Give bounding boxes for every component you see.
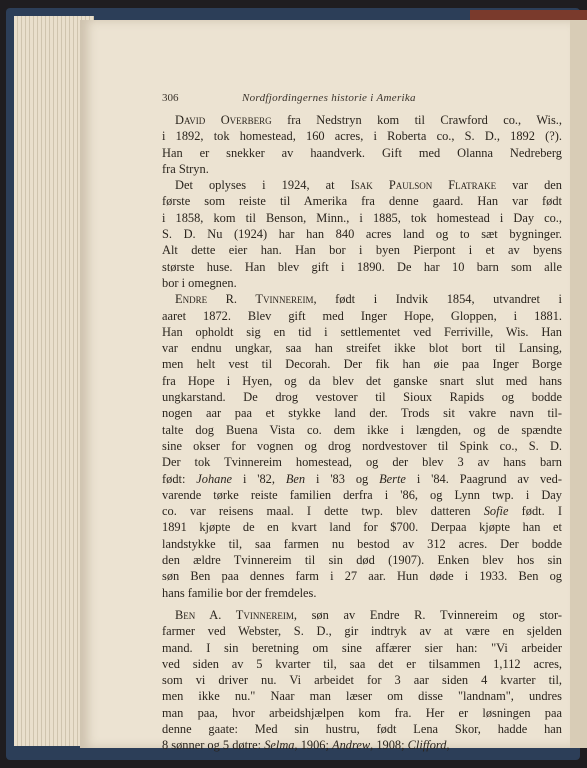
text-run: Alt dette eier han. Han bor i byen Pierpont i et av byens — [162, 243, 562, 258]
paragraph — [162, 291, 562, 601]
italic-name: Berte — [379, 471, 406, 486]
text-run: man paa, hvor arbeidshjælpen kom fra. Her er løsningen paa — [162, 705, 562, 720]
text-run: var den — [496, 178, 562, 193]
body-text — [162, 112, 562, 754]
text-line — [162, 552, 562, 568]
text-line — [162, 519, 562, 535]
text-run: fra Hope i Hyen, og da blev det ganske snart slut med hans — [162, 373, 562, 388]
text-line — [162, 389, 562, 405]
text-line — [162, 324, 562, 340]
text-line — [162, 536, 562, 552]
text-line — [162, 242, 562, 258]
text-run: søn av Endre R. Tvinnereim og stor- — [296, 607, 562, 622]
text-line — [162, 454, 562, 470]
name-smallcaps: Endre R. Tvinnereim, — [175, 292, 317, 307]
text-run: født: — [162, 471, 197, 486]
text-run: Han opholdt sig en tid i settlementet ved Ferriville, Wis. Han — [162, 324, 562, 339]
italic-name: Ben — [285, 471, 306, 486]
text-run: hans familie bor der fremdeles. — [162, 585, 317, 600]
text-run: denne gaate: Med sin hustru, født Lena Skor, hadde han — [162, 721, 562, 736]
text-line — [162, 721, 562, 737]
text-run: co. var reisens maal. I dette twp. blev datteren — [162, 504, 484, 519]
text-run: talte dog Buena Vista co. dem ikke i længden, og de spændte — [162, 422, 562, 437]
text-run: søn Ben paa dennes farm i 27 aar. Hun døde i 1933. Ben og — [162, 569, 562, 584]
text-line — [162, 688, 562, 704]
name-smallcaps: Isak Paulson Flatrake — [350, 178, 497, 193]
text-run: født i Indvik 1854, utvandret i — [316, 292, 563, 307]
text-run: farmer ved Webster, S. D., gir indtryk av at være en sjelden — [162, 624, 562, 639]
text-run: 1891 kjøpte de en kvart land for $700. Derpaa kjøpte han et — [162, 520, 562, 535]
text-line — [162, 275, 562, 291]
running-title: Nordfjordingernes historie i Amerika — [242, 92, 416, 104]
text-line — [162, 259, 562, 275]
paragraph — [162, 177, 562, 291]
italic-name: Johane — [196, 471, 233, 486]
italic-name: Selma — [264, 738, 295, 753]
text-run: i '84. Paagrund av ved- — [405, 471, 562, 486]
text-run: landstykke til, saa farmen nu bestod av 312 acres. Der bodde — [162, 536, 562, 551]
text-line — [162, 210, 562, 226]
italic-name: Andrew — [332, 738, 371, 753]
text-line — [162, 656, 562, 672]
paragraph — [162, 112, 562, 177]
text-line — [162, 340, 562, 356]
text-line — [162, 308, 562, 324]
text-line — [162, 112, 562, 128]
text-run: fra Stryn. — [162, 161, 209, 176]
text-line — [162, 503, 562, 519]
text-line — [162, 161, 562, 177]
text-line — [162, 487, 562, 503]
name-smallcaps: Ben A. Tvinnereim, — [175, 607, 297, 622]
text-line — [162, 422, 562, 438]
text-line — [162, 568, 562, 584]
text-line — [162, 705, 562, 721]
page-number: 306 — [162, 92, 179, 104]
text-run: Han er snekker av haandverk. Gift med Olanna Nedreberg — [162, 145, 562, 160]
text-line — [162, 405, 562, 421]
text-run: i '83 og — [305, 471, 380, 486]
text-run: nogen aar paa et stykke land der. Trods sit vakre navn til- — [162, 406, 562, 421]
text-run: Der tok Tvinnereim homestead, og der blev 3 av hans barn — [162, 455, 562, 470]
text-run: var endnu ungkar, saa han streifet ikke blot bort til Lansing, — [162, 341, 562, 356]
text-run: men ikke nu." Naar man læser om disse "landnam", undres — [162, 689, 562, 704]
text-line — [162, 193, 562, 209]
text-line — [162, 471, 562, 487]
text-run: som vi driver nu. Vi arbeidet for 3 aar siden 4 kvarter til, — [162, 673, 562, 688]
text-line — [162, 128, 562, 144]
text-line — [162, 607, 562, 623]
text-run: , 1906; — [294, 738, 333, 753]
text-run: største huse. Han blev gift i 1890. De har 10 barn som alle — [162, 259, 562, 274]
text-run: S. D. Nu (1924) har han 840 acres land og to sæt bygninger. — [162, 227, 562, 242]
text-run: den ældre Tvinnereim til sin død (1907). Enken blev hos sin — [162, 553, 562, 568]
text-run: født. I — [508, 504, 562, 519]
text-run: i 1858, kom til Benson, Minn., i 1885, tok homestead i Day co., — [162, 210, 562, 225]
text-run: , — [446, 738, 450, 753]
text-line — [162, 672, 562, 688]
text-run: varende tørke reiste familien derfra i '86, og Lynn twp. i Day — [162, 487, 562, 502]
page-right-edge — [570, 20, 587, 748]
text-run: i 1892, tok homestead, 160 acres, i Roberta co., S. D., 1892 (?). — [162, 129, 562, 144]
text-run: mand. I sin beretning om sine affærer sier han: "Vi arbeider — [162, 640, 562, 655]
text-line — [162, 373, 562, 389]
text-run: ungkarstand. De drog vestover til Sioux Rapids og bodde — [162, 390, 562, 405]
text-line — [162, 737, 562, 753]
text-run: 8 sønner og 5 døtre: — [162, 738, 265, 753]
paragraph — [162, 607, 562, 754]
text-run: men helt vest til Decorah. Der fik han øie paa Inger Borge — [162, 357, 562, 372]
text-line — [162, 585, 562, 601]
text-line — [162, 623, 562, 639]
text-run: Det oplyses i 1924, at — [175, 178, 351, 193]
text-line — [162, 226, 562, 242]
text-line — [162, 177, 562, 193]
text-line — [162, 291, 562, 307]
text-run: fra Nedstryn kom til Crawford co., Wis., — [271, 113, 562, 127]
italic-name: Sofie — [483, 504, 509, 519]
text-run: første som reiste til Amerika fra denne gaard. Han var født — [162, 194, 562, 209]
text-line — [162, 640, 562, 656]
text-run: , 1908; — [370, 738, 408, 753]
text-run: i '82, — [232, 471, 286, 486]
text-line — [162, 145, 562, 161]
text-line — [162, 356, 562, 372]
text-run: bor i omegnen. — [162, 275, 237, 290]
text-run: aaret 1872. Blev gift med Inger Hope, Gloppen, i 1881. — [162, 308, 562, 323]
text-run: ved siden av 5 kvarter til, saa det er tilsammen 1,112 acres, — [162, 656, 562, 671]
name-smallcaps: David Overberg — [175, 113, 272, 127]
text-line — [162, 438, 562, 454]
text-run: sine okser for vognen og drog nordvestover til Spink co., S. D. — [162, 438, 562, 453]
italic-name: Clifford — [407, 738, 447, 753]
